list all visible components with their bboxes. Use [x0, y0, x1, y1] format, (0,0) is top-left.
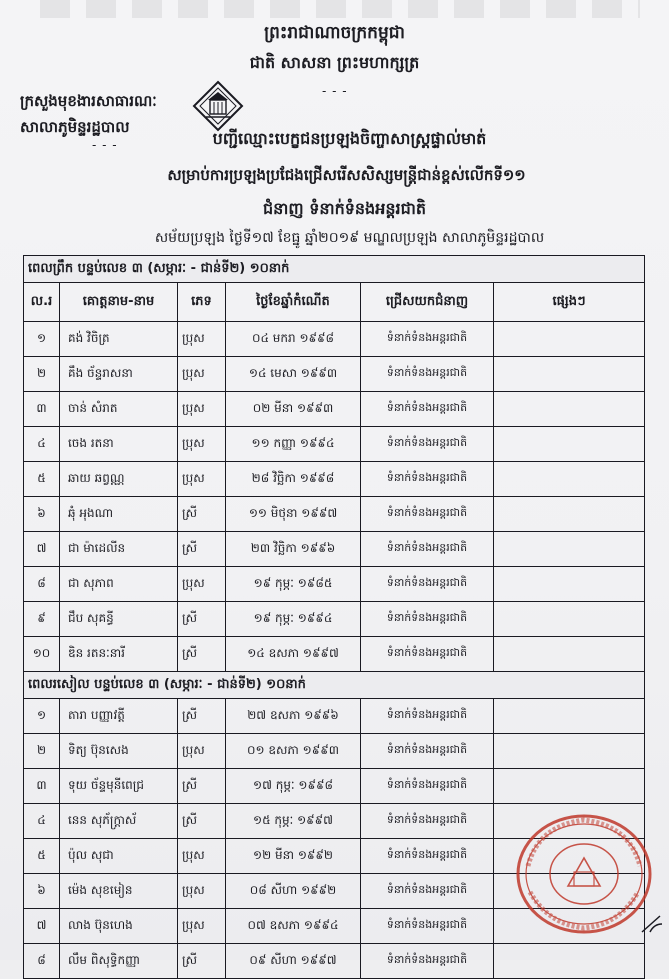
candidate-position: ទំនាក់ទំនងអន្តរជាតិ [361, 497, 494, 532]
candidate-dob: ១៩ កុម្ភៈ ១៩៩៤ [226, 602, 361, 637]
row-number: ១០ [24, 637, 60, 672]
ministry-name: ក្រសួងមុខងារសាធារណៈ [20, 92, 157, 110]
candidate-sex: ប្រុស [178, 734, 226, 769]
candidate-dob: ០៨ សីហា ១៩៩២ [226, 874, 361, 909]
candidate-sex: ប្រុស [178, 874, 226, 909]
header-name: គោត្តនាម-នាម [60, 283, 178, 322]
candidate-sex: ស្រី [178, 532, 226, 567]
candidate-position: ទំនាក់ទំនងអន្តរជាតិ [361, 839, 494, 874]
row-number: ៥ [24, 839, 60, 874]
candidate-position: ទំនាក់ទំនងអន្តរជាតិ [361, 734, 494, 769]
candidate-name: ឆុំ អុងណា [60, 497, 178, 532]
candidate-name: ឆាយ ឆព្វណ្ណ [60, 462, 178, 497]
candidate-other [494, 427, 645, 462]
candidate-position: ទំនាក់ទំនងអន្តរជាតិ [361, 944, 494, 979]
header-no: ល.រ [24, 283, 60, 322]
candidate-name: នេន សុភ័ក្រ្តាស័ [60, 804, 178, 839]
candidate-name: គឹង ច័ន្ទរាសនា [60, 357, 178, 392]
signature-mark-icon [640, 912, 664, 936]
candidate-dob: ១១ មិថុនា ១៩៩៧ [226, 497, 361, 532]
candidate-sex: ស្រី [178, 769, 226, 804]
document-title: បញ្ជីឈ្មោះបេក្ខជនប្រឡងចិញ្ចាសាស្រ្តផ្ទាល់មាត់ [212, 129, 487, 148]
candidate-sex: ស្រី [178, 944, 226, 979]
candidate-dob: ១៤ មេសា ១៩៩៣ [226, 357, 361, 392]
official-seal-icon [508, 806, 656, 936]
row-number: ១ [24, 322, 60, 357]
header-other: ផ្សេងៗ [494, 283, 645, 322]
candidate-dob: ២៨ វិច្ឆិកា ១៩៩៨ [226, 462, 361, 497]
candidate-name: ចេង រតនា [60, 427, 178, 462]
table-row [24, 392, 645, 427]
candidate-sex: ប្រុស [178, 392, 226, 427]
candidate-dob: ០១ ឧសភា ១៩៩៣ [226, 734, 361, 769]
row-number: ៦ [24, 497, 60, 532]
exam-session-info: សម័យប្រឡង ថ្ងៃទី១៧ ខែធ្នូ ឆ្នាំ២០១៩ មណ្ឌលប្រឡង សាលាភូមិន្ទរដ្ឋបាល [154, 230, 545, 246]
candidate-other [494, 769, 645, 804]
candidate-position: ទំនាក់ទំនងអន្តរជាតិ [361, 392, 494, 427]
candidate-name: ឌិន រតនៈនារី [60, 637, 178, 672]
row-number: ៧ [24, 532, 60, 567]
table-row [24, 699, 645, 734]
candidate-position: ទំនាក់ទំនងអន្តរជាតិ [361, 357, 494, 392]
candidate-dob: ១៥ កុម្ភៈ ១៩៩៧ [226, 804, 361, 839]
candidate-name: ជា សុភាព [60, 567, 178, 602]
candidate-name: ប៉ុល សុជា [60, 839, 178, 874]
candidate-name: ជឹប សុគន្ធី [60, 602, 178, 637]
candidate-name: តារា បញ្ញាវត្តី [60, 699, 178, 734]
row-number: ២ [24, 734, 60, 769]
national-motto: ជាតិ សាសនា ព្រះមហាក្សត្រ [249, 53, 420, 72]
candidate-sex: ប្រុស [178, 322, 226, 357]
row-number: ៧ [24, 909, 60, 944]
table-row [24, 322, 645, 357]
row-number: ៨ [24, 567, 60, 602]
table-row [24, 567, 645, 602]
unit-separator: - - - [92, 138, 118, 152]
row-number: ៤ [24, 427, 60, 462]
candidate-position: ទំនាក់ទំនងអន្តរជាតិ [361, 909, 494, 944]
session-label: ពេលព្រឹក បន្ទប់លេខ ៣ (សម្ភារៈ - ជាន់ទី២) ១០នាក់ [24, 256, 645, 283]
candidate-name: លាង ប៊ុនហេង [60, 909, 178, 944]
candidate-name: ជា ម៉ាដេលីន [60, 532, 178, 567]
table-header-row [24, 283, 645, 322]
candidate-other [494, 322, 645, 357]
candidate-dob: ២៧ ឧសភា ១៩៩៦ [226, 699, 361, 734]
candidate-name: លឹម ពិសុទ្ធិកញ្ញា [60, 944, 178, 979]
candidate-other [494, 602, 645, 637]
bleed-through-text [40, 0, 640, 18]
candidate-sex: ស្រី [178, 602, 226, 637]
table-row [24, 532, 645, 567]
candidate-position: ទំនាក់ទំនងអន្តរជាតិ [361, 874, 494, 909]
candidate-other [494, 392, 645, 427]
candidate-sex: ស្រី [178, 497, 226, 532]
candidate-position: ទំនាក់ទំនងអន្តរជាតិ [361, 602, 494, 637]
candidate-position: ទំនាក់ទំនងអន្តរជាតិ [361, 462, 494, 497]
candidate-position: ទំនាក់ទំនងអន្តរជាតិ [361, 804, 494, 839]
candidate-position: ទំនាក់ទំនងអន្តរជាតិ [361, 427, 494, 462]
candidate-other [494, 532, 645, 567]
candidate-sex: ប្រុស [178, 909, 226, 944]
header-sex: ភេទ [178, 283, 226, 322]
candidate-other [494, 497, 645, 532]
candidate-name: ម៉េង សុខមៀន [60, 874, 178, 909]
row-number: ៤ [24, 804, 60, 839]
row-number: ៥ [24, 462, 60, 497]
candidate-sex: ប្រុស [178, 462, 226, 497]
candidate-other [494, 944, 645, 979]
candidate-position: ទំនាក់ទំនងអន្តរជាតិ [361, 699, 494, 734]
session-row [24, 672, 645, 699]
candidate-sex: ស្រី [178, 699, 226, 734]
candidate-sex: ប្រុស [178, 427, 226, 462]
candidate-name: ចាន់ សំរាត [60, 392, 178, 427]
candidate-other [494, 734, 645, 769]
candidate-sex: ស្រី [178, 804, 226, 839]
row-number: ២ [24, 357, 60, 392]
table-row [24, 734, 645, 769]
row-number: ៨ [24, 944, 60, 979]
candidate-dob: ១៤ ឧសភា ១៩៩៧ [226, 637, 361, 672]
table-row [24, 497, 645, 532]
document-title-line2: សម្រាប់ការប្រឡងប្រជែងជ្រើសរើសសិស្សមន្ត្រីជាន់ខ្ពស់លើកទី១១ [167, 166, 526, 184]
session-row [24, 256, 645, 283]
candidate-position: ទំនាក់ទំនងអន្តរជាតិ [361, 532, 494, 567]
table-row [24, 462, 645, 497]
candidate-dob: ១៩ កុម្ភៈ ១៩៨៥ [226, 567, 361, 602]
header-dob: ថ្ងៃខែឆ្នាំកំណើត [226, 283, 361, 322]
row-number: ៣ [24, 769, 60, 804]
candidate-other [494, 462, 645, 497]
candidate-name: ទិត្យ ប៊ុនសេង [60, 734, 178, 769]
candidate-dob: ០៤ មករា ១៩៩៨ [226, 322, 361, 357]
row-number: ១ [24, 699, 60, 734]
candidate-other [494, 567, 645, 602]
table-row [24, 637, 645, 672]
candidate-dob: ១២ មីនា ១៩៩២ [226, 839, 361, 874]
header-position: ជ្រើសយកជំនាញ [361, 283, 494, 322]
table-row [24, 769, 645, 804]
document-title-line3: ជំនាញ ទំនាក់ទំនងអន្តរជាតិ [263, 199, 426, 218]
candidate-sex: ប្រុស [178, 839, 226, 874]
ministry-emblem-icon [192, 80, 244, 132]
kingdom-heading: ព្រះរាជាណាចក្រកម្ពុជា [264, 23, 405, 43]
motto-separator: - - - [322, 84, 348, 98]
candidate-dob: ០៩ សីហា ១៩៩៧ [226, 944, 361, 979]
candidate-dob: ០៧ ឧសភា ១៩៩៤ [226, 909, 361, 944]
candidate-dob: ១១ កញ្ញា ១៩៩៤ [226, 427, 361, 462]
table-row [24, 944, 645, 979]
candidate-position: ទំនាក់ទំនងអន្តរជាតិ [361, 769, 494, 804]
candidate-dob: ០២ មីនា ១៩៩៣ [226, 392, 361, 427]
candidate-sex: ប្រុស [178, 357, 226, 392]
unit-name: សាលាភូមិន្ទរដ្ឋបាល [20, 118, 130, 136]
table-row [24, 602, 645, 637]
candidate-other [494, 357, 645, 392]
row-number: ៩ [24, 602, 60, 637]
candidate-dob: ២៣ វិច្ឆិកា ១៩៩៦ [226, 532, 361, 567]
candidate-position: ទំនាក់ទំនងអន្តរជាតិ [361, 637, 494, 672]
candidate-position: ទំនាក់ទំនងអន្តរជាតិ [361, 322, 494, 357]
candidate-other [494, 637, 645, 672]
candidate-name: គង់ វិចិត្រ [60, 322, 178, 357]
candidate-name: ទុយ ច័ន្ទមុនីពេជ្រ [60, 769, 178, 804]
table-row [24, 357, 645, 392]
row-number: ៣ [24, 392, 60, 427]
table-row [24, 427, 645, 462]
candidate-position: ទំនាក់ទំនងអន្តរជាតិ [361, 567, 494, 602]
candidate-other [494, 699, 645, 734]
candidate-dob: ១៧ កុម្ភៈ ១៩៩៨ [226, 769, 361, 804]
session-label: ពេលរសៀល បន្ទប់លេខ ៣ (សម្ភារៈ - ជាន់ទី២) ១០នាក់ [24, 672, 645, 699]
candidate-sex: ស្រី [178, 637, 226, 672]
candidate-sex: ប្រុស [178, 567, 226, 602]
row-number: ៦ [24, 874, 60, 909]
